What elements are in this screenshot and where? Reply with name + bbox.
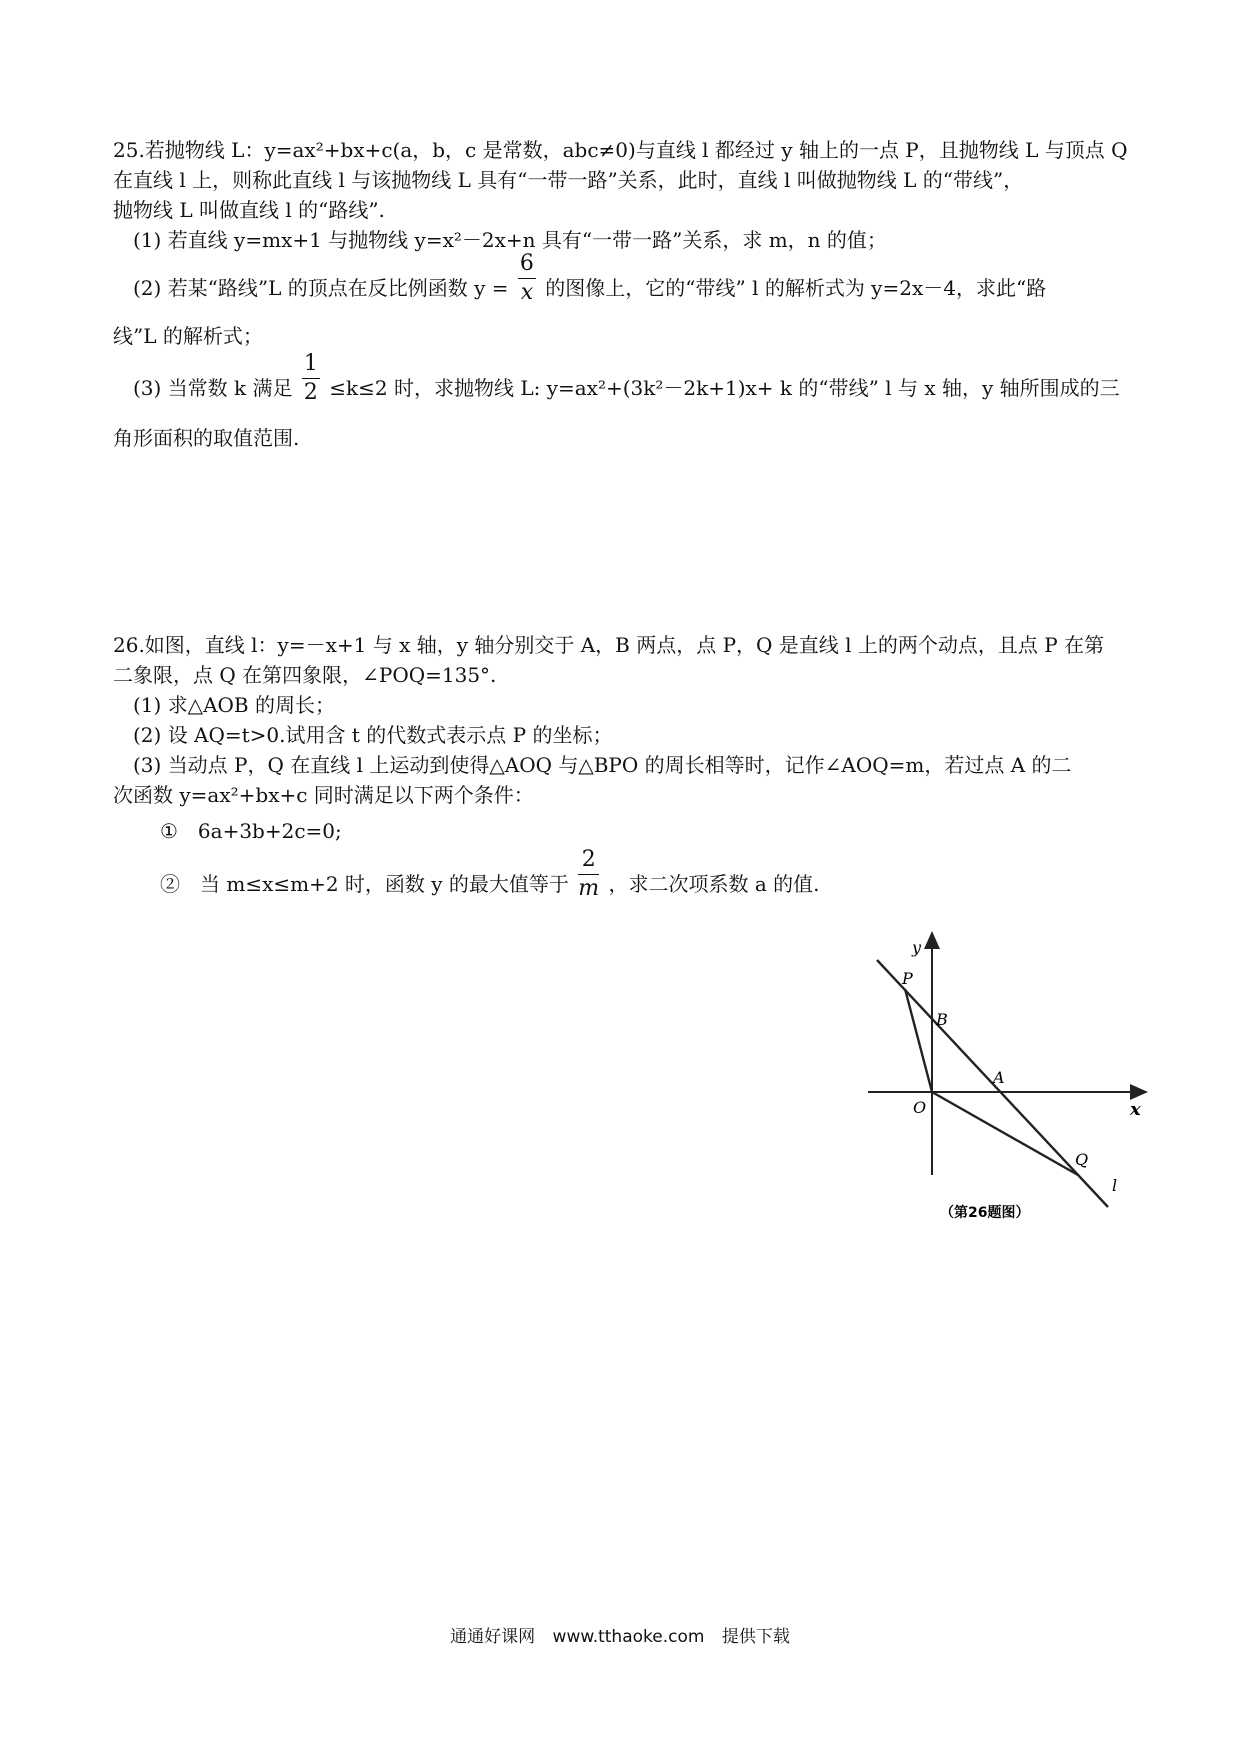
q25-part-3-continued: 角形面积的取值范围. xyxy=(113,426,300,450)
q25-part-2-text-b: 的图像上，它的“带线” l 的解析式为 y=2x－4，求此“路 xyxy=(545,276,1047,300)
q25-fraction-1-over-2 xyxy=(302,353,320,404)
label-b: B xyxy=(936,1010,948,1029)
q26-part-1: (1) 求△AOB 的周长； xyxy=(133,693,335,717)
page-footer xyxy=(0,1622,1240,1647)
segment-oq xyxy=(932,1092,1078,1175)
q25-part-2 xyxy=(133,251,1148,305)
label-a: A xyxy=(993,1068,1005,1087)
q25-fraction-6-over-x xyxy=(518,253,536,304)
fraction-denominator: x xyxy=(520,280,534,305)
q26-line-2: 二象限，点 Q 在第四象限，∠POQ=135°. xyxy=(113,663,497,687)
figure-caption: （第26题图） xyxy=(940,1205,1030,1221)
label-y: y xyxy=(912,938,922,957)
fraction-denominator: m xyxy=(578,876,600,901)
q25-part-3-text-b: ≤k≤2 时，求抛物线 L: y=ax²+(3k²－2k+1)x+ k 的“带线” l 与 x 轴，y 轴所围成的三 xyxy=(329,376,1120,400)
label-q: Q xyxy=(1075,1150,1089,1169)
q26-figure-diagram xyxy=(860,925,1150,1225)
q25-part-3 xyxy=(133,351,1148,405)
fraction-denominator: 2 xyxy=(303,380,318,405)
q26-part-3: (3) 当动点 P，Q 在直线 l 上运动到使得△AOQ 与△BPO 的周长相等时，记作∠AOQ=m，若过点 A 的二 xyxy=(133,753,1072,777)
q26-condition-2-text-a: ② 当 m≤x≤m+2 时，函数 y 的最大值等于 xyxy=(160,872,569,896)
q26-part-3-continued: 次函数 y=ax²+bx+c 同时满足以下两个条件： xyxy=(113,783,534,807)
q25-line-2: 在直线 l 上，则称此直线 l 与该抛物线 L 具有“一带一路”关系，此时，直线 l 叫做抛物线 L 的“带线”， xyxy=(113,168,1024,192)
label-l: l xyxy=(1112,1176,1118,1195)
footer-url[interactable]: www.tthaoke.com xyxy=(552,1627,705,1647)
q25-part-3-text-a: (3) 当常数 k 满足 xyxy=(133,376,293,400)
q26-figure xyxy=(860,925,1150,1225)
q25-line-3: 抛物线 L 叫做直线 l 的“路线”. xyxy=(113,198,385,222)
q26-part-2: (2) 设 AQ=t>0.试用含 t 的代数式表示点 P 的坐标； xyxy=(133,723,613,747)
footer-site-name: 通通好课网 xyxy=(450,1627,536,1647)
fraction-numerator: 2 xyxy=(578,849,599,875)
q26-condition-2-text-b: ，求二次项系数 a 的值. xyxy=(608,872,820,896)
q25-part-1: (1) 若直线 y=mx+1 与抛物线 y=x²－2x+n 具有“一带一路”关系，求 m，n 的值； xyxy=(133,228,887,252)
footer-suffix: 提供下载 xyxy=(721,1627,790,1647)
q26-line-1: 26.如图，直线 l：y=－x+1 与 x 轴，y 轴分别交于 A，B 两点，点 P，Q 是直线 l 上的两个动点，且点 P 在第 xyxy=(113,633,1105,657)
q26-fraction-2-over-m xyxy=(578,849,599,900)
q26-condition-2 xyxy=(160,847,1175,901)
q25-part-2-text-a: (2) 若某“路线”L 的顶点在反比例函数 y = xyxy=(133,276,509,300)
q25-line-1: 25.若抛物线 L：y=ax²+bx+c(a，b，c 是常数，abc≠0)与直线 l 都经过 y 轴上的一点 P，且抛物线 L 与顶点 Q xyxy=(113,138,1128,162)
q26-condition-1: ① 6a+3b+2c=0; xyxy=(160,819,342,843)
q25-part-2-continued: 线”L 的解析式； xyxy=(113,324,263,348)
fraction-numerator: 1 xyxy=(302,353,320,379)
fraction-numerator: 6 xyxy=(518,253,536,279)
label-x: x xyxy=(1130,1099,1141,1120)
label-p: P xyxy=(902,969,913,988)
label-o: O xyxy=(913,1098,927,1117)
